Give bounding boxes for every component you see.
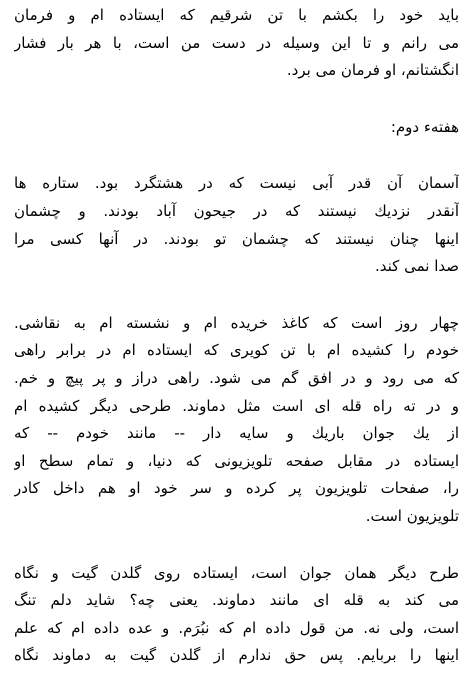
text-line: را، صفحات تلویزیون پر کرده و سر خود او هم داخل کادر	[14, 479, 459, 498]
paragraph-1	[14, 2, 459, 85]
text-line: خودم را کشیده ام با تن کویری که ایستاده ام در برابر راهی	[14, 341, 459, 360]
paragraph-4	[14, 560, 459, 670]
text-line: آنقدر نزدیك نیستند که در جیحون آباد بودند. و چشمان	[14, 201, 459, 220]
heading-text: هفتهء دوم:	[390, 117, 459, 136]
text-line: ایستاده در مقابل صفحه تلویزیونی که دنیا، و تمام سطح او	[14, 451, 459, 470]
text-line: صدا نمی کند.	[375, 257, 459, 276]
text-line: باید خود را بکشم با تن شرقیم که ایستاده ام و فرمان	[14, 6, 459, 24]
text-line: می رانم و تا این وسیله در دست من است، با هر بار فشار	[14, 33, 459, 52]
text-line: طرح دیگر همان جوان است، ایستاده روی گلدن گیت و نگاه	[14, 563, 459, 582]
text-line: تلویزیون است.	[365, 506, 459, 525]
text-line: آسمان آن قدر آبی نیست که در هشتگرد بود. ستاره ها	[14, 174, 459, 193]
text-line: از یك جوان باریك و سایه دار -- مانند خودم -- که	[14, 424, 459, 443]
text-line: اینها چنان نیستند که چشمان تو بودند. در آنها کسی مرا	[14, 229, 459, 248]
text-line: که می رود و در افق گم می شود. راهی دراز و پر پیچ و خم.	[14, 368, 459, 387]
text-line: است، ولی نه. من قول داده ام که نبُرَم. و عده داده ام که علم	[14, 618, 459, 637]
text-line: اینها را بربایم. پس حق ندارم از گلدن گیت به دماوند نگاه	[14, 646, 459, 665]
paragraph-3	[14, 310, 459, 531]
paragraph-2	[14, 170, 459, 280]
text-line: می کند به قله ای مانند دماوند. یعنی چه؟ شاید دلم تنگ	[14, 591, 459, 610]
text-line: انگشتانم، او فرمان می برد.	[286, 61, 459, 80]
text-line: چهار روز است که کاغذ خریده ام و نشسته ام به نقاشی.	[14, 313, 459, 332]
text-line: و در ته راه قله ای است مثل دماوند. طرحی دیگر کشیده ام	[14, 396, 459, 415]
section-heading	[14, 114, 459, 142]
